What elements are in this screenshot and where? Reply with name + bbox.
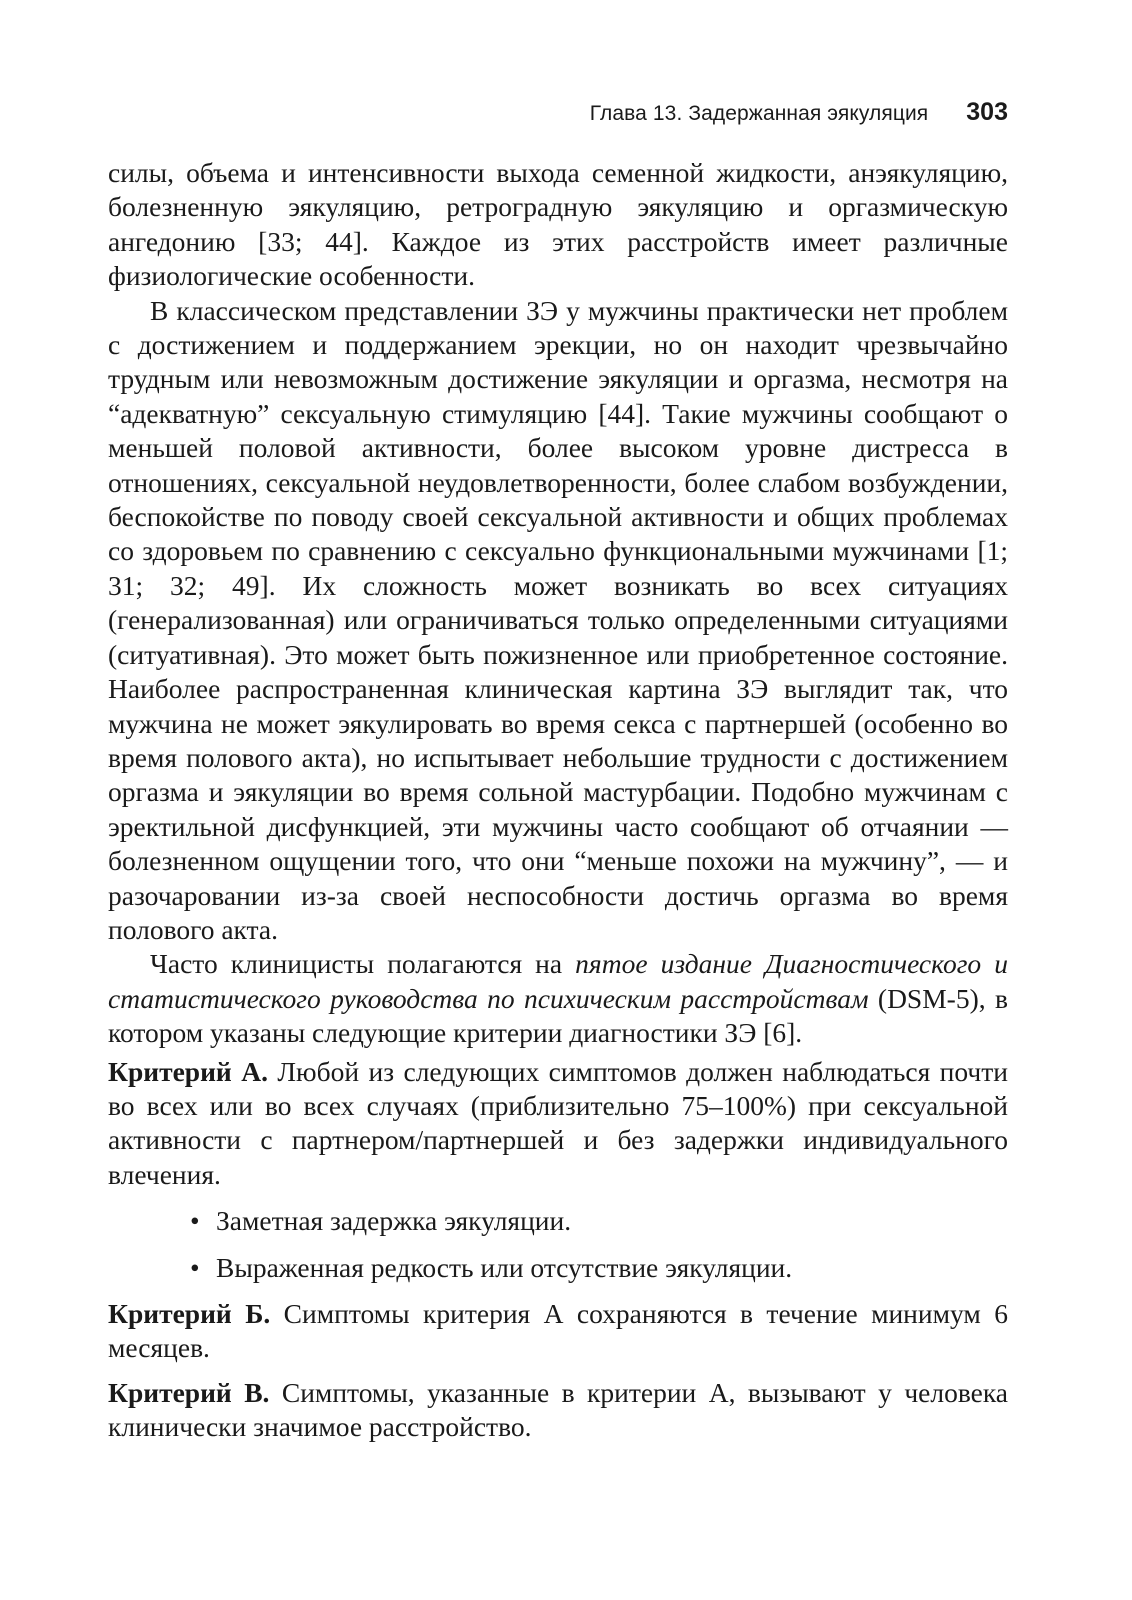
paragraph-1: силы, объема и интенсивности выхода семенной жидкости, анэякуляцию, болезненную эякуляцию, ретроградную эякуляцию и оргазмическую ангедонию [33; 44]. Каждое из этих расстройств имеет различные физиологические особенности. (108, 157, 1008, 292)
criterion-c-label: Критерий В. (108, 1376, 270, 1408)
list-item: • Заметная задержка эякуляции. (190, 1204, 1008, 1238)
criterion-c-text: Симптомы, указанные в критерии А, вызывают у человека клинически значимое расстройство. (108, 1376, 1009, 1443)
criterion-a-text: Любой из следующих симптомов должен наблюдаться почти во всех или во всех случаях (приблизительно 75–100%) при сексуальной активности с партнером/партнершей и без задержки индивидуального влечения. (108, 1055, 1008, 1190)
criterion-b-label: Критерий Б. (108, 1298, 271, 1329)
body-text (108, 156, 1008, 1445)
paragraph-3-start: Часто клиницисты полагаются на (150, 948, 576, 980)
running-header (108, 98, 1008, 127)
criterion-c (108, 1376, 1008, 1445)
chapter-title: Глава 13. Задержанная эякуляция (589, 102, 929, 125)
criterion-b (108, 1297, 1008, 1366)
criterion-b-text: Симптомы критерия А сохраняются в течение минимум 6 месяцев. (108, 1298, 1008, 1364)
page-number: 303 (966, 98, 1008, 126)
dsm-title: пятое издание Диагностического и статистического руководства по психическим расстройствам (108, 948, 1009, 1014)
list-item: • Выраженная редкость или отсутствие эякуляции. (190, 1251, 1008, 1285)
criterion-a (108, 1055, 1008, 1193)
paragraph-2: В классическом представлении ЗЭ у мужчины практически нет проблем с достижением и поддержанием эрекции, но он находит чрезвычайно трудным или невозможным достижение эякуляции и оргазма, несмотря на “адекватную” сексуальную стимуляцию [44]. Такие мужчины сообщают о меньшей половой активности, более высоком уровне дистресса в отношениях, сексуальной неудовлетворенности, более слабом возбуждении, беспокойстве по поводу своей сексуальной активности и общих проблемах со здоровьем по сравнению с сексуально функциональными мужчинами [1; 31; 32; 49]. Их сложность может возникать во всех ситуациях (генерализованная) или ограничиваться только определенными ситуациями (ситуативная). Это может быть пожизненное или приобретенное состояние. Наиболее распространенная клиническая картина ЗЭ выглядит так, что мужчина не может эякулировать во время секса с партнершей (особенно во время полового акта), но испытывает небольшие трудности с достижением оргазма и эякуляции во время сольной мастурбации. Подобно мужчинам с эректильной дисфункцией, эти мужчины часто сообщают об отчаянии — болезненном ощущении того, что они “меньше похожи на мужчину”, — и разочаровании из-за своей неспособности достичь оргазма во время полового акта. (108, 294, 1008, 945)
paragraph-3 (108, 947, 1008, 1050)
criterion-a-label: Критерий А. (108, 1055, 268, 1087)
criterion-a-list (108, 1204, 1008, 1285)
paragraph-3-end: (DSM-5), в котором указаны следующие критерии диагностики ЗЭ [6]. (108, 982, 1008, 1049)
